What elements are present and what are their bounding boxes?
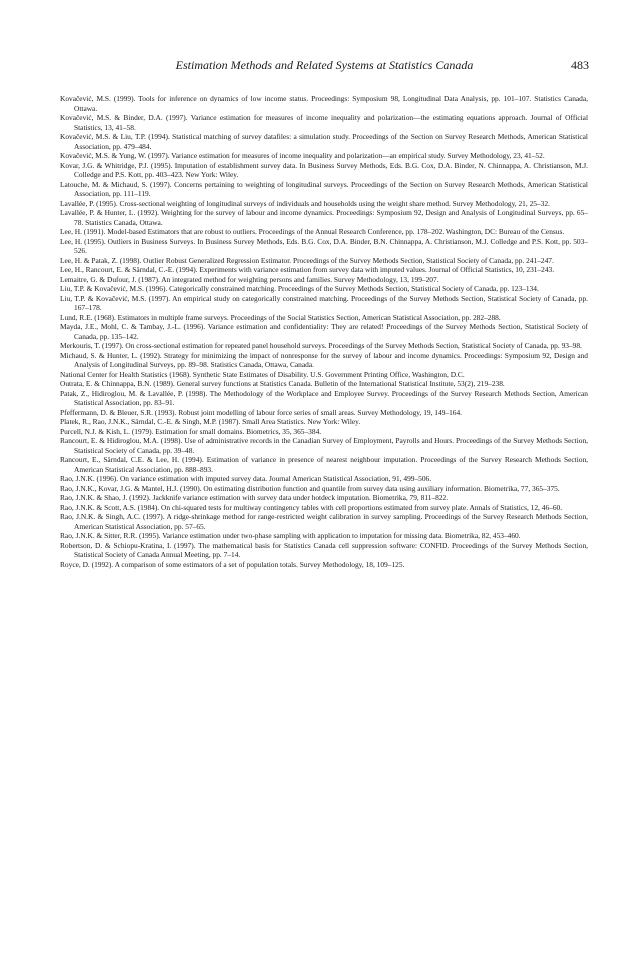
reference-entry: Lavallée, P. & Hunter, L. (1992). Weighting for the survey of labour and income dynamics. Proceedings: Symposium 92, Design and Analysis of Longitudinal Surveys, pp. 65–78. Statistics Canada, Ottawa. xyxy=(60,208,588,227)
reference-entry: Lund, R.E. (1968). Estimators in multiple frame surveys. Proceedings of the Social Statistics Section, American Statistical Association, pp. 282–288. xyxy=(60,312,501,322)
reference-entry: Kovačević, M.S. & Liu, T.P. (1994). Statistical matching of survey datafiles: a simulation study. Proceedings of the Section on Survey Research Methods, American Statistical Association, pp. 479–484. xyxy=(60,132,588,151)
reference-entry: Royce, D. (1992). A comparison of some estimators of a set of population totals. Survey Methodology, 18, 109–125. xyxy=(60,559,405,569)
reference-entry: Kovačević, M.S. & Binder, D.A. (1997). Variance estimation for measures of income inequality and polarization—the estimating equations approach. Journal of Official Statistics, 13, 41–58. xyxy=(60,113,588,132)
reference-entry: Lavallée, P. (1995). Cross-sectional weighting of longitudinal surveys of individuals and households using the weight share method. Survey Methodology, 21, 25–32. xyxy=(60,198,550,208)
reference-entry: Lee, H. (1991). Model-based Estimators that are robust to outliers. Proceedings of the Annual Research Conference, pp. 178–202. Washington, DC: Bureau of the Census. xyxy=(60,227,565,236)
reference-entry: Merkouris, T. (1997). On cross-sectional estimation for repeated panel household surveys. Proceedings of the Survey Methods Section, Statistical Society of Canada, pp. 93–98. xyxy=(60,341,582,350)
reference-entry: Rao, J.N.K. & Scott, A.S. (1984). On chi-squared tests for multiway contingency tables with cell proportions estimated from survey plate. Annals of Statistics, 12, 46–60. xyxy=(60,502,563,512)
reference-entry: Kovačević, M.S. & Yung, W. (1997). Variance estimation for measures of income inequality and polarization—an empirical study. Survey Methodology, 23, 41–52. xyxy=(60,151,545,160)
reference-entry: Rao, J.N.K., Kovar, J.G. & Mantel, H.J. (1990). On estimating distribution function and quantile from survey data using auxiliary information. Biometrika, 77, 365–375. xyxy=(60,483,560,493)
reference-entry: Outrata, E. & Chinnappa, B.N. (1989). General survey functions at Statistics Canada. Bulletin of the International Statistical Institute, 53(2), 219–238. xyxy=(60,379,505,388)
reference-list xyxy=(60,94,588,569)
reference-entry: Latouche, M. & Michaud, S. (1997). Concerns pertaining to weighting of longitudinal surveys. Proceedings of the Section on Survey Research Methods, American Statistical Association, pp. 111–119. xyxy=(60,179,588,198)
reference-entry: Michaud, S. & Hunter, L. (1992). Strategy for minimizing the impact of nonresponse for the survey of labour and income dynamics. Proceedings: Symposium 92, Design and Analysis of Longitudinal Surveys, pp. 89–98. Statistics Canada, Ottawa, Canada. xyxy=(60,350,588,369)
reference-entry: Lee, H. & Patak, Z. (1998). Outlier Robust Generalized Regression Estimator. Proceedings of the Survey Methods Section, Statistical Society of Canada, pp. 241–247. xyxy=(60,255,554,265)
running-title: Estimation Methods and Related Systems at Statistics Canada xyxy=(175,58,474,72)
reference-entry: Rancourt, E., Särndal, C.E. & Lee, H. (1994). Estimation of variance in presence of nearest neighbour imputation. Proceedings of the Survey Research Methods Section, American Statistical Association, pp. 888–893. xyxy=(60,455,588,474)
reference-entry: Lemaitre, G. & Dufour, J. (1987). An integrated method for weighting persons and families. Survey Methodology, 13, 199–207. xyxy=(60,274,439,284)
reference-entry: Robertson, D. & Schiopu-Kratina, I. (1997). The mathematical basis for Statistics Canada cell suppression software: CONFID. Proceedings of the Survey Methods Section, Statistical Society of Canada Annual Meeting, pp. 7–14. xyxy=(60,540,588,559)
reference-entry: Pfeffermann, D. & Bleuer, S.R. (1993). Robust joint modelling of labour force series of small areas. Survey Methodology, 19, 149–164. xyxy=(60,407,463,417)
reference-entry: Rao, J.N.K. & Singh, A.C. (1997). A ridge-shrinkage method for range-restricted weight calibration in survey sampling. Proceedings of the Survey Research Methods Section, American Statistical Association, pp. 57–65. xyxy=(60,512,588,531)
reference-entry: Kovar, J.G. & Whitridge, P.J. (1995). Imputation of establishment survey data. In Business Survey Methods, Eds. B.G. Cox, D.A. Binder, N. Chinnappa, A. Christianson, M.J. Colledge and P.S. Kott, pp. 403–423. New York: Wiley. xyxy=(60,160,588,179)
reference-entry: Liu, T.P. & Kovačević, M.S. (1996). Categorically constrained matching. Proceedings of the Survey Methods Section, Statistical Society of Canada, pp. 123–134. xyxy=(60,284,539,293)
reference-entry: Lee, H. (1995). Outliers in Business Surveys. In Business Survey Methods, Eds. B.G. Cox, D.A. Binder, B.N. Chinnappa, A. Christianson, M.J. Colledge and P.S. Kott, pp. 503–526. xyxy=(60,236,588,255)
reference-entry: Rao, J.N.K. & Shao, J. (1992). Jackknife variance estimation with survey data under hotdeck imputation. Biometrika, 79, 811–822. xyxy=(60,493,449,502)
reference-entry: Mayda, J.E., Mohl, C. & Tambay, J.-L. (1996). Variance estimation and confidentiality: They are related! Proceedings of the Survey Methods Section, Statistical Society of Canada, pp. 135–142. xyxy=(60,322,588,341)
reference-entry: Lee, H., Rancourt, E. & Särndal, C.-E. (1994). Experiments with variance estimation from survey data with imputed values. Journal of Official Statistics, 10, 231–243. xyxy=(60,265,555,274)
page-number: 483 xyxy=(571,58,589,72)
reference-entry: National Center for Health Statistics (1968). Synthetic State Estimates of Disability. U.S. Government Printing Office, Washington, D.C. xyxy=(60,369,465,379)
reference-entry: Liu, T.P. & Kovačević, M.S. (1997). An empirical study on categorically constrained matching. Proceedings of the Survey Methods Section, Statistical Society of Canada, pp. 167–178. xyxy=(60,293,588,312)
reference-entry: Purcell, N.J. & Kish, L. (1979). Estimation for small domains. Biometrics, 35, 365–384. xyxy=(60,426,322,436)
reference-entry: Rancourt, E. & Hidiroglou, M.A. (1998). Use of administrative records in the Canadian Survey of Employment, Payrolls and Hours. Proceedings of the Survey Methods Section, Statistical Society of Canada, pp. 39–48. xyxy=(60,436,588,455)
reference-entry: Rao, J.N.K. & Sitter, R.R. (1995). Variance estimation under two-phase sampling with application to imputation for missing data. Biometrika, 82, 453–460. xyxy=(60,531,521,540)
reference-entry: Kovačević, M.S. (1999). Tools for inference on dynamics of low income status. Proceedings: Symposium 98, Longitudinal Data Analysis, pp. 101–107. Statistics Canada, Ottawa. xyxy=(60,94,588,113)
reference-entry: Patak, Z., Hidiroglou, M. & Lavallée, P. (1998). The Methodology of the Workplace and Employee Survey. Proceedings of the Survey Research Methods Section, American Statistical Association, pp. 83–91. xyxy=(60,388,588,407)
reference-entry: Platek, R., Rao, J.N.K., Särndal, C.-E. & Singh, M.P. (1987). Small Area Statistics. New York: Wiley. xyxy=(60,417,361,426)
reference-entry: Rao, J.N.K. (1996). On variance estimation with imputed survey data. Journal American Statistical Association, 91, 499–506. xyxy=(60,474,432,483)
